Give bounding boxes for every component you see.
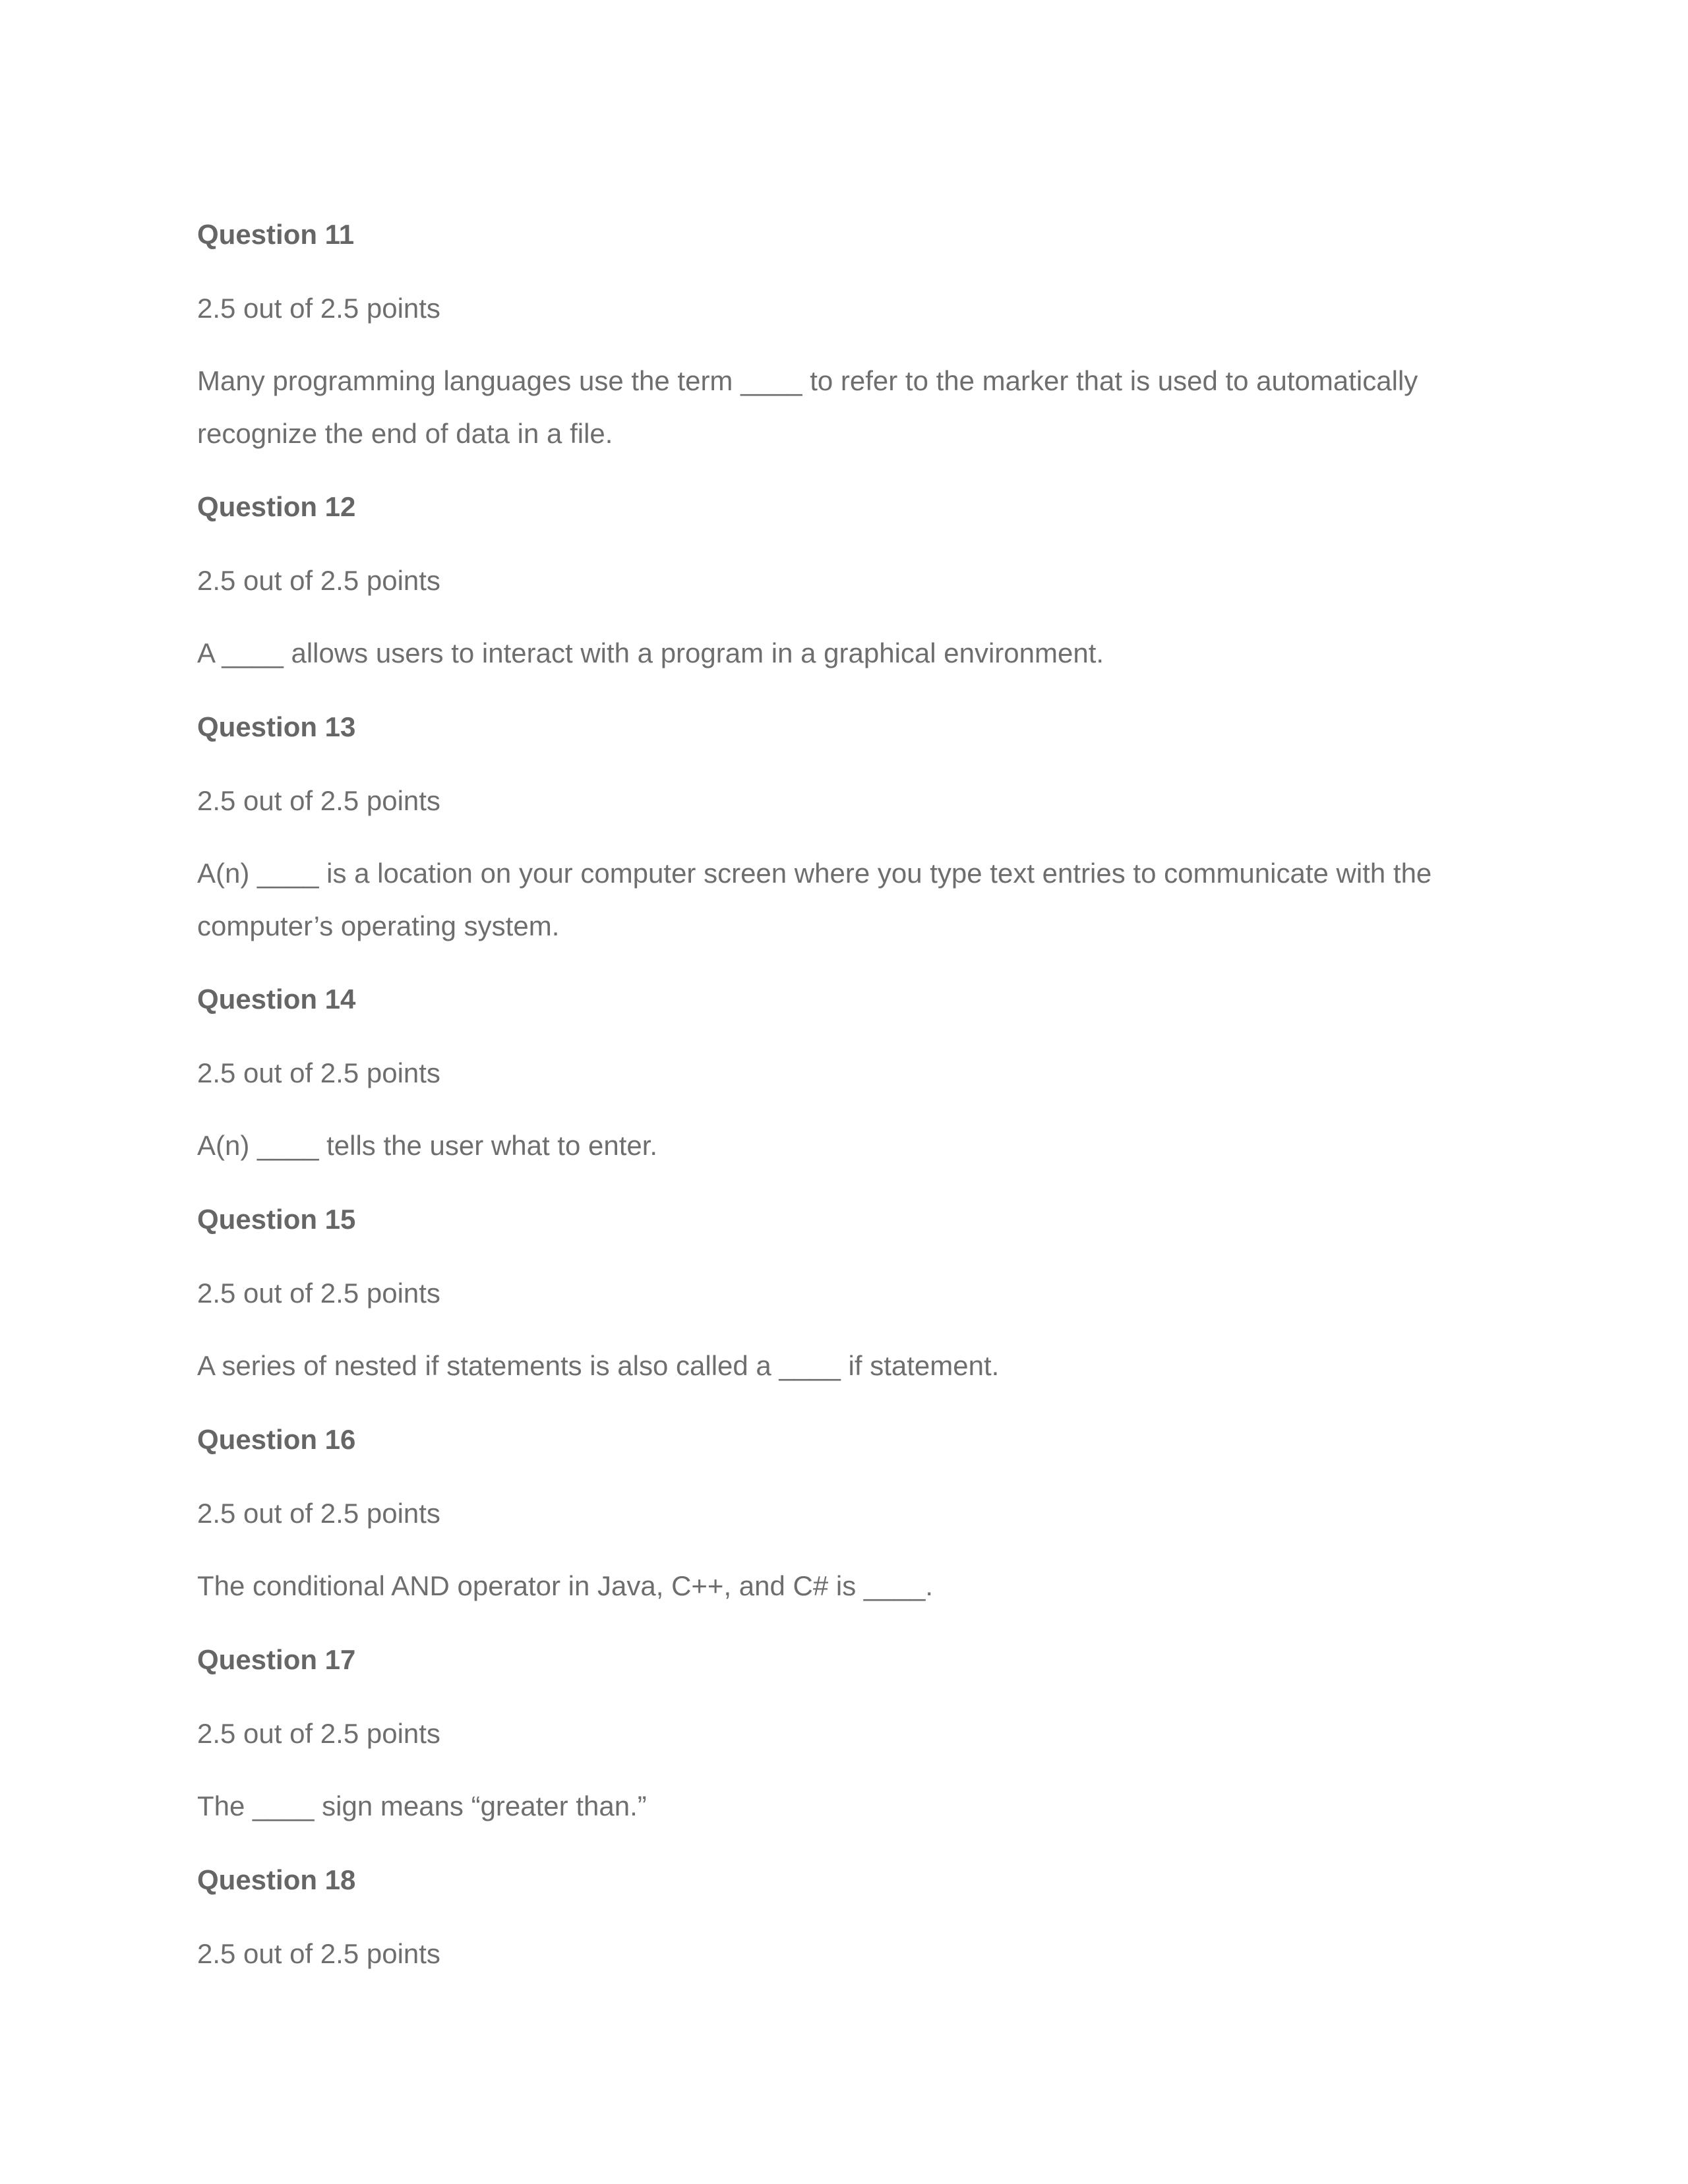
question-18-points: 2.5 out of 2.5 points [197,1938,440,1969]
question-12-heading: Question 12 [197,491,356,522]
question-14-heading: Question 14 [197,984,356,1015]
question-13-points: 2.5 out of 2.5 points [197,785,440,816]
question-14-points: 2.5 out of 2.5 points [197,1057,440,1088]
question-11-text: Many programming languages use the term ____ to refer to the marker that is used to automatically recognize the end of data in a file. [197,365,1418,449]
question-11-heading: Question 11 [197,219,355,250]
question-15-heading: Question 15 [197,1204,356,1235]
question-16-text: The conditional AND operator in Java, C++, and C# is ____. [197,1570,933,1601]
question-17-text: The ____ sign means “greater than.” [197,1790,647,1821]
question-16-heading: Question 16 [197,1424,356,1455]
question-12-text: A ____ allows users to interact with a program in a graphical environment. [197,637,1104,668]
question-13-text: A(n) ____ is a location on your computer screen where you type text entries to communicate with the computer’s operating system. [197,858,1432,941]
question-18-heading: Question 18 [197,1864,356,1895]
question-11-points: 2.5 out of 2.5 points [197,293,440,324]
question-15-text: A series of nested if statements is also called a ____ if statement. [197,1350,1000,1381]
question-17-heading: Question 17 [197,1644,356,1675]
question-16-points: 2.5 out of 2.5 points [197,1498,440,1529]
question-12-points: 2.5 out of 2.5 points [197,565,440,596]
question-13-heading: Question 13 [197,711,356,742]
question-15-points: 2.5 out of 2.5 points [197,1278,440,1309]
question-17-points: 2.5 out of 2.5 points [197,1718,440,1749]
question-14-text: A(n) ____ tells the user what to enter. [197,1130,658,1161]
